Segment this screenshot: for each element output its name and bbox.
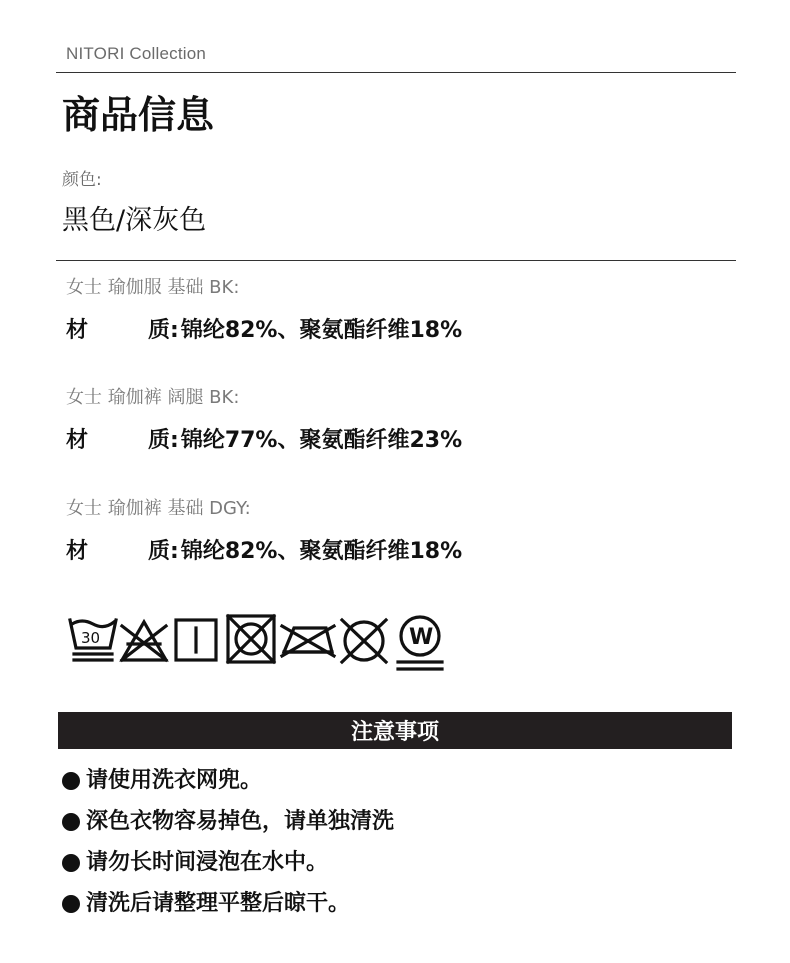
material-value: 锦纶82%、聚氨酯纤维18% (180, 539, 463, 564)
wash-temperature: 30 (81, 629, 101, 647)
brand-name: NITORI Collection (66, 44, 207, 63)
material-label-part-2: 质: (148, 428, 179, 453)
list-item (62, 883, 732, 924)
care-symbols (68, 612, 448, 674)
list-item (62, 760, 732, 801)
section-divider (56, 260, 736, 261)
wash-30-icon (70, 620, 116, 660)
material-value: 锦纶82%、聚氨酯纤维18% (180, 318, 463, 343)
product-name: 女士 瑜伽裤 阔腿 BK: (66, 387, 240, 408)
notice-title: 注意事项 (350, 720, 439, 745)
material-row (66, 535, 726, 569)
bullet-icon (62, 854, 80, 872)
list-item (62, 801, 732, 842)
wet-clean-icon (398, 617, 442, 669)
wet-clean-letter: W (409, 625, 434, 650)
color-value: 黑色/深灰色 (62, 205, 207, 236)
no-tumble-dry-icon (228, 616, 274, 662)
product-item (66, 274, 726, 348)
no-iron-icon (282, 626, 334, 656)
notice-header (58, 712, 732, 749)
notice-text: 请勿长时间浸泡在水中。 (86, 849, 329, 875)
notice-text: 深色衣物容易掉色，请单独清洗 (86, 808, 395, 834)
material-row (66, 424, 726, 458)
product-name: 女士 瑜伽裤 基础 DGY: (66, 498, 251, 519)
material-label-part-2: 质: (148, 539, 179, 564)
list-item (62, 842, 732, 883)
material-label-part-1: 材 (66, 318, 89, 343)
material-value: 锦纶77%、聚氨酯纤维23% (180, 428, 463, 453)
product-item (66, 495, 726, 569)
product-name: 女士 瑜伽服 基础 BK: (66, 277, 240, 298)
notice-text: 请使用洗衣网兜。 (86, 767, 263, 793)
page-title: 商品信息 (62, 93, 215, 137)
line-dry-icon (176, 620, 216, 660)
material-label-part-1: 材 (66, 428, 89, 453)
no-dry-clean-icon (342, 620, 386, 662)
material-row (66, 314, 726, 348)
notice-list (62, 760, 732, 924)
material-label-part-1: 材 (66, 539, 89, 564)
bullet-icon (62, 895, 80, 913)
product-item (66, 384, 726, 458)
no-bleach-icon (122, 622, 166, 660)
material-label-part-2: 质: (148, 318, 179, 343)
bullet-icon (62, 813, 80, 831)
notice-text: 清洗后请整理平整后晾干。 (86, 890, 351, 916)
top-divider (56, 72, 736, 73)
color-label: 颜色: (62, 170, 102, 190)
bullet-icon (62, 772, 80, 790)
